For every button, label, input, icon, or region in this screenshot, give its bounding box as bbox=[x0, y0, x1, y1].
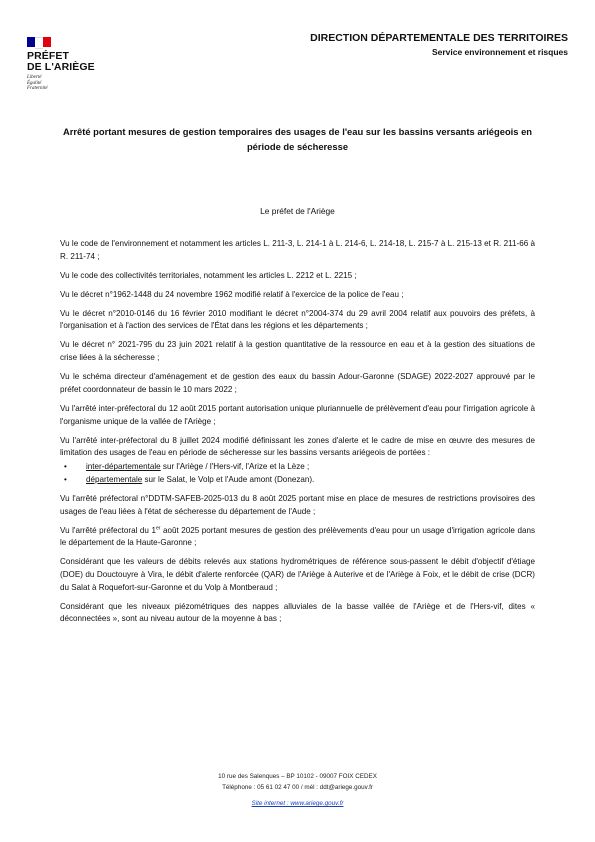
motto-fraternite: Fraternité bbox=[27, 86, 48, 92]
page-footer bbox=[0, 772, 595, 810]
scope-list bbox=[60, 461, 535, 486]
prefect-line: Le préfet de l'Ariège bbox=[260, 206, 335, 216]
logo-prefet: PRÉFET bbox=[27, 50, 70, 62]
visa-paragraph bbox=[60, 525, 535, 550]
prefecture-logo bbox=[27, 37, 107, 92]
website-link[interactable]: Site internet : www.ariege.gouv.fr bbox=[251, 800, 344, 807]
direction-name: DIRECTION DÉPARTEMENTALE DES TERRITOIRES bbox=[310, 32, 568, 44]
considerant-paragraph: Considérant que les valeurs de débits relevés aux stations hydrométriques de référence sous-passent le débit d'objectif d'étiage (DOE) du Douctouyre à Vira, le débit d'alerte renforcée (QAR) de l'Ariège à Auterive et de l'Ariège à Foix, et le débit de crise (DCR) du Salat à Roquefort-sur-Garonne et du Volp à Montberaud ; bbox=[60, 557, 535, 592]
motto-liberte: Liberté bbox=[27, 75, 42, 80]
considerant-paragraph: Considérant que les niveaux piézométriques des nappes alluviales de la basse vallée de l'Ariège et de l'Hers-vif, dites « déconnectées », sont au niveau autour de la moyenne à bas ; bbox=[60, 601, 535, 624]
visa-paragraph: Vu le décret n° 2021-795 du 23 juin 2021 relatif à la gestion quantitative de la ressource en eau et à la gestion des situations de crise liées à la sécheresse ; bbox=[60, 340, 535, 363]
visa-paragraph: Vu le décret n°1962-1448 du 24 novembre 1962 modifié relatif à l'exercice de la police de l'eau ; bbox=[60, 289, 404, 299]
scope-term: départementale bbox=[86, 474, 143, 484]
superscript: er bbox=[155, 524, 161, 531]
list-item bbox=[64, 474, 535, 487]
footer-address: 10 rue des Salenques – BP 10102 - 09007 FOIX CEDEX bbox=[218, 773, 377, 780]
service-name: Service environnement et risques bbox=[431, 47, 568, 57]
french-flag-icon bbox=[27, 37, 51, 47]
visa-text: Vu l'arrêté préfectoral du 1 bbox=[60, 525, 156, 535]
list-item bbox=[64, 461, 535, 474]
motto-egalite: Égalité bbox=[27, 80, 42, 86]
logo-department: DE L'ARIÈGE bbox=[27, 60, 95, 73]
bullet-icon: • bbox=[64, 462, 67, 472]
visa-paragraph: Vu le schéma directeur d'aménagement et de gestion des eaux du bassin Adour-Garonne (SDAGE) 2022-2027 approuvé par le préfet coordonnateur de bassin le 10 mars 2022 ; bbox=[60, 372, 535, 394]
visa-paragraph: Vu l'arrêté préfectoral n°DDTM-SAFEB-2025-013 du 8 août 2025 portant mise en place de mesures de restrictions provisoires des usages de l'eau liées à l'état de sécheresse du département de l'Aude ; bbox=[60, 493, 535, 516]
visa-paragraph: Vu l'arrêté inter-préfectoral du 12 août 2015 portant autorisation unique pluriannuelle de prélèvement d'eau pour l'irrigation agricole à l'organisme unique de la vallée de l'Ariège ; bbox=[60, 403, 535, 426]
visa-paragraph: Vu le code des collectivités territoriales, notamment les articles L. 2212 et L. 2215 ; bbox=[60, 270, 357, 280]
visa-paragraph: Vu le code de l'environnement et notamment les articles L. 211-3, L. 214-1 à L. 214-6, L. 214-18, L. 215-7 à L. 215-13 et R. 211-66 à R. 211-74 ; bbox=[60, 239, 535, 261]
footer-phone: Téléphone : 05 61 02 47 00 / mél : ddt@ariege.gouv.fr bbox=[222, 783, 373, 791]
document-body bbox=[60, 238, 535, 632]
visa-text: août 2025 portant mesures de gestion des prélèvements d'eau pour un usage d'irrigation agricole dans le département de la Haute-Garonne ; bbox=[60, 525, 536, 548]
scope-text: sur l'Ariège / l'Hers-vif, l'Arize et la Lèze ; bbox=[160, 462, 310, 472]
visa-paragraph: Vu l'arrêté inter-préfectoral du 8 juillet 2024 modifié définissant les zones d'alerte et le cadre de mise en œuvre des mesures de limitation des usages de l'eau en période de sécheresse sur les bassins versants ariégeois de portées : bbox=[60, 435, 535, 458]
republic-motto bbox=[27, 75, 107, 92]
scope-term: inter-départementale bbox=[86, 462, 161, 472]
visa-paragraph: Vu le décret n°2010-0146 du 16 février 2010 modifiant le décret n°2004-374 du 29 avril 2004 relatif aux pouvoirs des préfets, à l'organisation et à l'action des services de l'État dans les régions et les départements ; bbox=[60, 308, 535, 331]
bullet-icon: • bbox=[64, 474, 67, 484]
scope-text: sur le Salat, le Volp et l'Aude amont (Donezan). bbox=[142, 474, 315, 484]
document-title: Arrêté portant mesures de gestion temporaires des usages de l'eau sur les bassins versants ariégeois en période de sécheresse bbox=[62, 126, 533, 152]
